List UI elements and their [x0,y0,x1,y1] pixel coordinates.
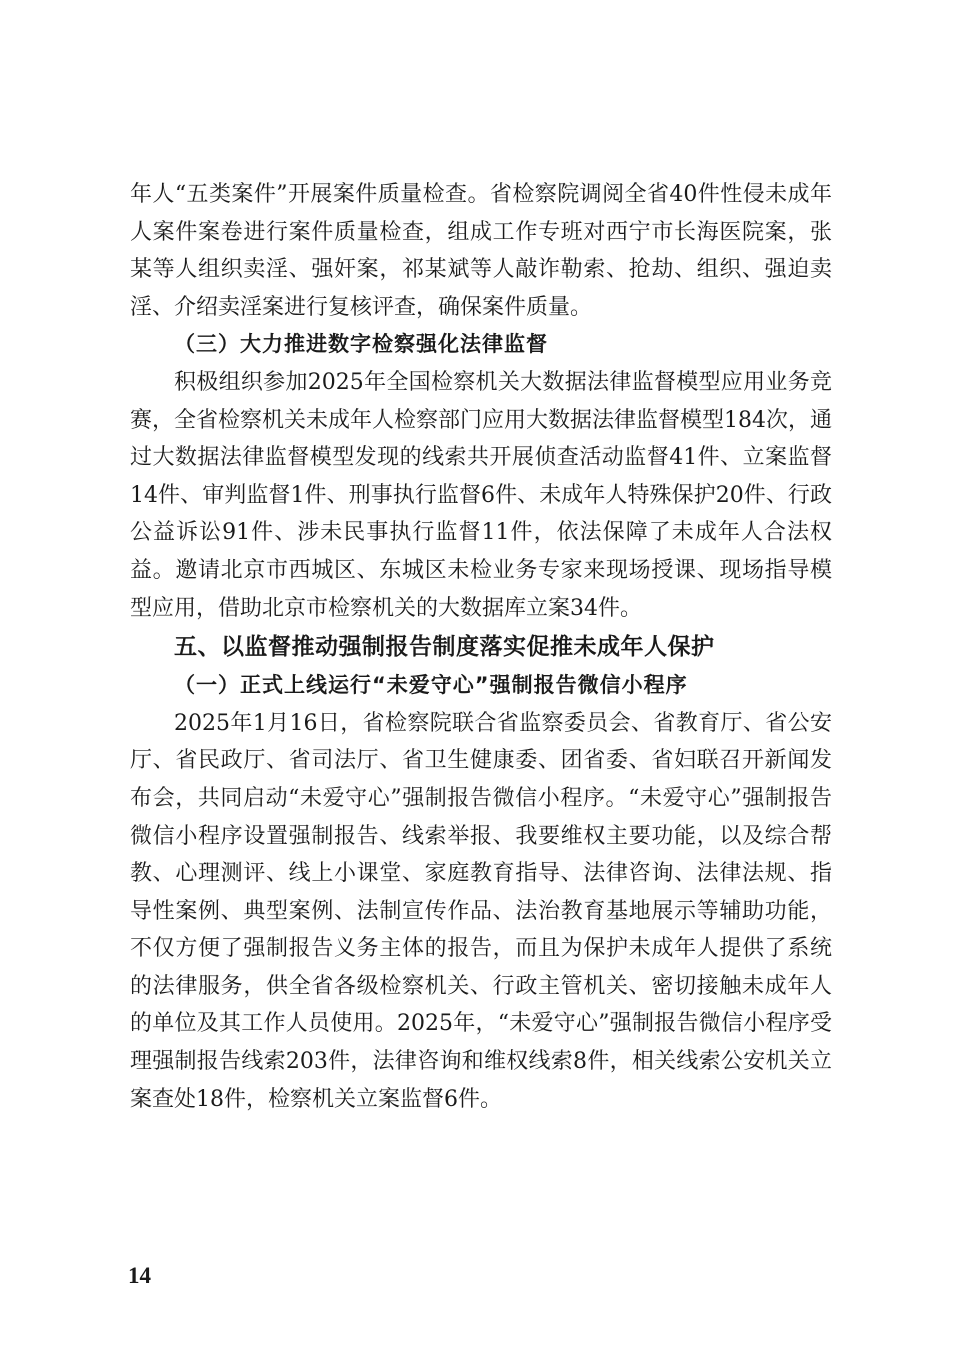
paragraph-mini-program-details: 2025年1月16日，省检察院联合省监察委员会、省教育厅、省公安厅、省民政厅、省司法厅、省卫生健康委、团省委、省妇联召开新闻发布会，共同启动“未爱守心”强制报告微信小程序。“未爱守心”强制报告微信小程序设置强制报告、线索举报、我要维权主要功能，以及综合帮教、心理测评、线上小课堂、家庭教育指导、法律咨询、法律法规、指导性案例、典型案例、法制宣传作品、法治教育基地展示等辅助功能，不仅方便了强制报告义务主体的报告，而且为保护未成年人提供了系统的法律服务，供全省各级检察机关、行政主管机关、密切接触未成年人的单位及其工作人员使用。2025年，“未爱守心”强制报告微信小程序受理强制报告线索203件，法律咨询和维权线索8件，相关线索公安机关立案查处18件，检察机关立案监督6件。 [130,710,832,1112]
page-content [130,176,832,1118]
section-heading-mandatory-reporting: 五、以监督推动强制报告制度落实促推未成年人保护 [174,634,715,661]
heading-mini-program-launch: （一）正式上线运行“未爱守心”强制报告微信小程序 [174,673,688,698]
paragraph-case-quality-check: 年人“五类案件”开展案件质量检查。省检察院调阅全省40件性侵未成年人案件案卷进行案件质量检查，组成工作专班对西宁市长海医院案，张某等人组织卖淫、强奸案，祁某斌等人敲诈勒索、抢劫、组织、强迫卖淫、介绍卖淫案进行复核评查，确保案件质量。 [130,182,832,320]
paragraph-big-data-supervision: 积极组织参加2025年全国检察机关大数据法律监督模型应用业务竞赛，全省检察机关未成年人检察部门应用大数据法律监督模型184次，通过大数据法律监督模型发现的线索共开展侦查活动监督41件、立案监督14件、审判监督1件、刑事执行监督6件、未成年人特殊保护20件、行政公益诉讼91件、涉未民事执行监督11件，依法保障了未成年人合法权益。邀请北京市西城区、东城区未检业务专家来现场授课、现场指导模型应用，借助北京市检察机关的大数据库立案34件。 [130,369,832,621]
heading-digital-procuratorate: （三）大力推进数字检察强化法律监督 [174,332,548,357]
page-number: 14 [128,1263,151,1288]
